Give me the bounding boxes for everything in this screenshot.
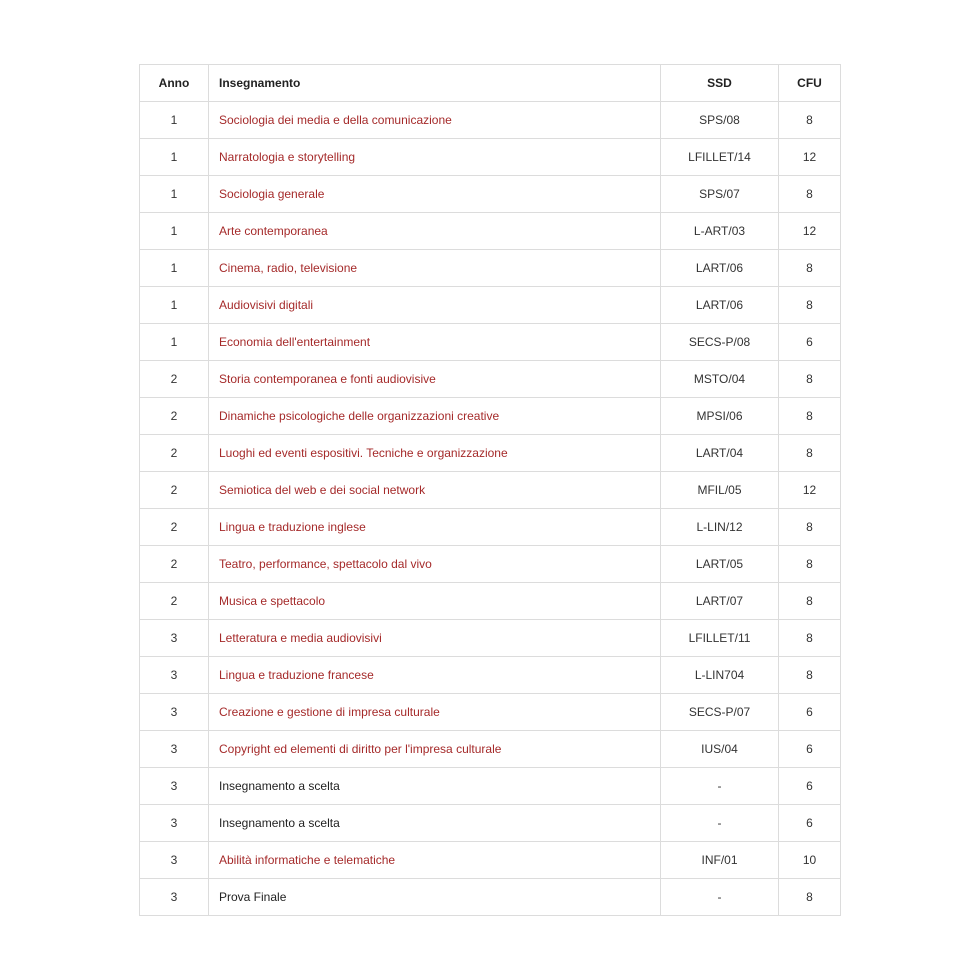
cell-anno: 3 <box>140 842 209 879</box>
cell-anno: 2 <box>140 509 209 546</box>
cell-anno: 1 <box>140 324 209 361</box>
cell-cfu: 6 <box>779 324 841 361</box>
table-row <box>140 472 841 509</box>
cell-cfu: 12 <box>779 472 841 509</box>
cell-anno: 2 <box>140 435 209 472</box>
course-table-container <box>139 64 828 916</box>
header-anno: Anno <box>140 65 209 102</box>
cell-ssd: MFIL/05 <box>661 472 779 509</box>
table-row <box>140 731 841 768</box>
table-row <box>140 879 841 916</box>
course-link[interactable]: Sociologia dei media e della comunicazione <box>219 113 452 127</box>
cell-insegnamento <box>209 546 661 583</box>
cell-ssd: SPS/08 <box>661 102 779 139</box>
table-row <box>140 509 841 546</box>
course-link[interactable]: Semiotica del web e dei social network <box>219 483 426 497</box>
cell-ssd: LFILLET/14 <box>661 139 779 176</box>
cell-anno: 1 <box>140 287 209 324</box>
course-table <box>139 64 841 916</box>
table-row <box>140 435 841 472</box>
cell-insegnamento <box>209 842 661 879</box>
course-link[interactable]: Letteratura e media audiovisivi <box>219 631 382 645</box>
table-row <box>140 361 841 398</box>
table-row <box>140 694 841 731</box>
cell-ssd: - <box>661 805 779 842</box>
cell-insegnamento <box>209 139 661 176</box>
cell-cfu: 12 <box>779 213 841 250</box>
cell-insegnamento <box>209 324 661 361</box>
course-link[interactable]: Storia contemporanea e fonti audiovisive <box>219 372 436 386</box>
cell-anno: 1 <box>140 213 209 250</box>
course-link[interactable]: Luoghi ed eventi espositivi. Tecniche e organizzazione <box>219 446 508 460</box>
table-row <box>140 287 841 324</box>
cell-ssd: SECS-P/07 <box>661 694 779 731</box>
table-row <box>140 176 841 213</box>
cell-insegnamento <box>209 768 661 805</box>
cell-ssd: LFILLET/11 <box>661 620 779 657</box>
course-link[interactable]: Dinamiche psicologiche delle organizzazioni creative <box>219 409 500 423</box>
course-link[interactable]: Lingua e traduzione inglese <box>219 520 366 534</box>
course-link[interactable]: Cinema, radio, televisione <box>219 261 358 275</box>
cell-insegnamento <box>209 287 661 324</box>
table-row <box>140 398 841 435</box>
cell-insegnamento <box>209 472 661 509</box>
header-ssd: SSD <box>661 65 779 102</box>
course-link[interactable]: Abilità informatiche e telematiche <box>219 853 396 867</box>
cell-anno: 3 <box>140 768 209 805</box>
cell-cfu: 8 <box>779 102 841 139</box>
table-row <box>140 657 841 694</box>
course-link[interactable]: Lingua e traduzione francese <box>219 668 374 682</box>
cell-cfu: 12 <box>779 139 841 176</box>
cell-cfu: 6 <box>779 731 841 768</box>
cell-anno: 2 <box>140 472 209 509</box>
cell-cfu: 8 <box>779 546 841 583</box>
cell-ssd: L-ART/03 <box>661 213 779 250</box>
cell-anno: 2 <box>140 398 209 435</box>
cell-anno: 3 <box>140 731 209 768</box>
cell-cfu: 8 <box>779 620 841 657</box>
cell-insegnamento <box>209 694 661 731</box>
table-row <box>140 250 841 287</box>
cell-anno: 1 <box>140 250 209 287</box>
cell-insegnamento <box>209 657 661 694</box>
cell-cfu: 8 <box>779 435 841 472</box>
cell-ssd: L-LIN704 <box>661 657 779 694</box>
cell-cfu: 8 <box>779 287 841 324</box>
cell-cfu: 8 <box>779 250 841 287</box>
table-row <box>140 139 841 176</box>
course-link[interactable]: Narratologia e storytelling <box>219 150 356 164</box>
cell-ssd: LART/06 <box>661 250 779 287</box>
cell-cfu: 6 <box>779 694 841 731</box>
cell-anno: 3 <box>140 620 209 657</box>
cell-anno: 3 <box>140 805 209 842</box>
course-link[interactable]: Creazione e gestione di impresa culturale <box>219 705 440 719</box>
table-row <box>140 842 841 879</box>
cell-cfu: 8 <box>779 361 841 398</box>
cell-insegnamento <box>209 435 661 472</box>
cell-ssd: LART/04 <box>661 435 779 472</box>
cell-anno: 1 <box>140 176 209 213</box>
course-name: Insegnamento a scelta <box>219 816 340 830</box>
cell-ssd: SECS-P/08 <box>661 324 779 361</box>
cell-insegnamento <box>209 731 661 768</box>
cell-ssd: LART/05 <box>661 546 779 583</box>
course-link[interactable]: Arte contemporanea <box>219 224 328 238</box>
header-cfu: CFU <box>779 65 841 102</box>
cell-ssd: MSTO/04 <box>661 361 779 398</box>
course-name: Prova Finale <box>219 890 287 904</box>
table-header <box>140 65 841 102</box>
cell-cfu: 6 <box>779 805 841 842</box>
cell-insegnamento <box>209 583 661 620</box>
cell-insegnamento <box>209 176 661 213</box>
cell-cfu: 8 <box>779 583 841 620</box>
cell-ssd: IUS/04 <box>661 731 779 768</box>
cell-anno: 1 <box>140 139 209 176</box>
cell-insegnamento <box>209 102 661 139</box>
cell-cfu: 8 <box>779 398 841 435</box>
table-row <box>140 324 841 361</box>
cell-insegnamento <box>209 620 661 657</box>
cell-ssd: - <box>661 879 779 916</box>
cell-ssd: SPS/07 <box>661 176 779 213</box>
course-link[interactable]: Economia dell'entertainment <box>219 335 371 349</box>
table-row <box>140 546 841 583</box>
cell-cfu: 8 <box>779 657 841 694</box>
header-insegnamento: Insegnamento <box>209 65 661 102</box>
table-row <box>140 102 841 139</box>
cell-cfu: 8 <box>779 879 841 916</box>
cell-insegnamento <box>209 250 661 287</box>
cell-insegnamento <box>209 361 661 398</box>
cell-insegnamento <box>209 213 661 250</box>
course-link[interactable]: Audiovisivi digitali <box>219 298 314 312</box>
cell-insegnamento <box>209 879 661 916</box>
course-name: Insegnamento a scelta <box>219 779 340 793</box>
cell-anno: 1 <box>140 102 209 139</box>
cell-ssd: LART/07 <box>661 583 779 620</box>
cell-insegnamento <box>209 805 661 842</box>
cell-cfu: 10 <box>779 842 841 879</box>
cell-ssd: LART/06 <box>661 287 779 324</box>
cell-anno: 3 <box>140 694 209 731</box>
cell-ssd: - <box>661 768 779 805</box>
table-row <box>140 805 841 842</box>
cell-anno: 3 <box>140 879 209 916</box>
cell-anno: 2 <box>140 583 209 620</box>
table-row <box>140 213 841 250</box>
course-link[interactable]: Musica e spettacolo <box>219 594 326 608</box>
cell-cfu: 8 <box>779 176 841 213</box>
cell-insegnamento <box>209 398 661 435</box>
cell-ssd: INF/01 <box>661 842 779 879</box>
cell-cfu: 8 <box>779 509 841 546</box>
table-row <box>140 768 841 805</box>
cell-anno: 2 <box>140 546 209 583</box>
cell-ssd: MPSI/06 <box>661 398 779 435</box>
cell-insegnamento <box>209 509 661 546</box>
cell-ssd: L-LIN/12 <box>661 509 779 546</box>
cell-anno: 3 <box>140 657 209 694</box>
header-row <box>140 65 841 102</box>
course-link[interactable]: Copyright ed elementi di diritto per l'impresa culturale <box>219 742 502 756</box>
table-body <box>140 102 841 916</box>
table-row <box>140 583 841 620</box>
cell-anno: 2 <box>140 361 209 398</box>
table-row <box>140 620 841 657</box>
cell-cfu: 6 <box>779 768 841 805</box>
course-link[interactable]: Sociologia generale <box>219 187 325 201</box>
course-link[interactable]: Teatro, performance, spettacolo dal vivo <box>219 557 432 571</box>
